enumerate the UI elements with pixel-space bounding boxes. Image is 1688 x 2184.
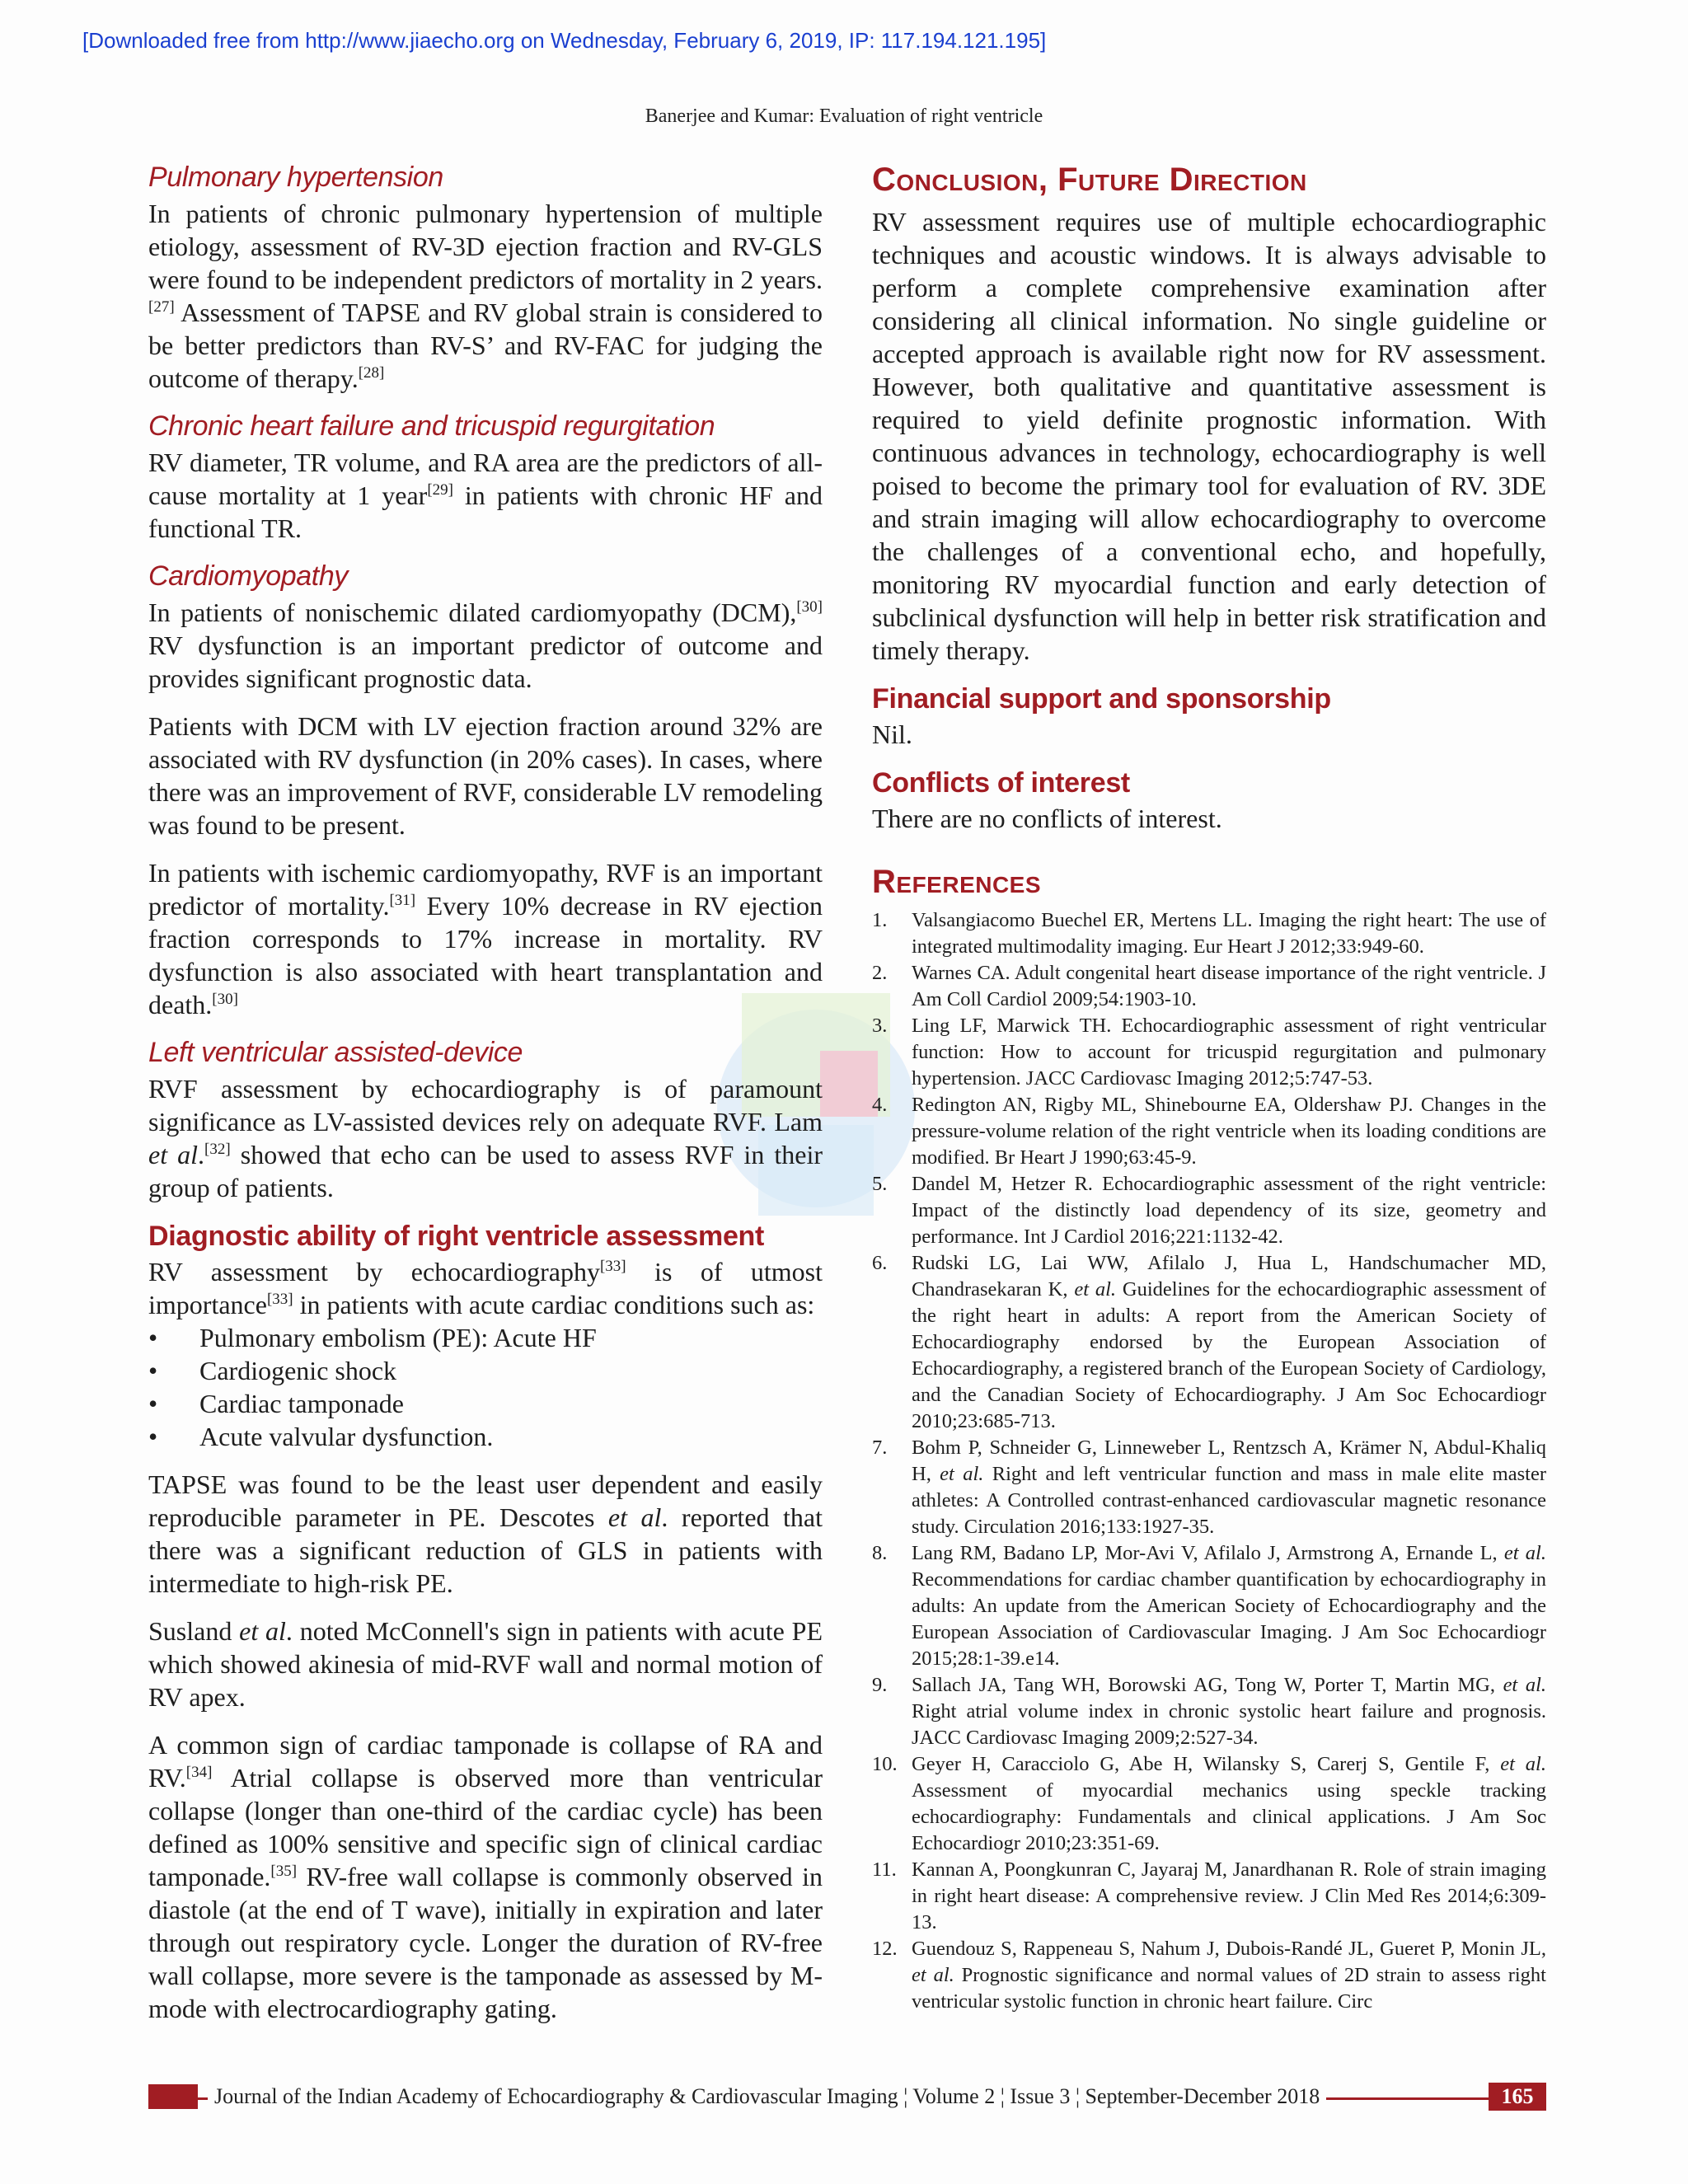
paragraph-cardiomyopathy-3: In patients with ischemic cardiomyopathy, RVF is an important predictor of mortality.[31] Every 10% decrease in RV ejection fraction corresponds to 17% increase in mortality. RV dysfunction is also associated with heart transplantation and death.[30] xyxy=(148,858,823,1019)
bullet-dot: • xyxy=(148,1323,158,1352)
reference-text-rest: Assessment of myocardial mechanics using speckle tracking echocardiography: Fundamentals and clinical applications. J Am Soc Echocardiogr 2010;23:351-69. xyxy=(912,1779,1546,1854)
running-head: Banerjee and Kumar: Evaluation of right ventricle xyxy=(645,105,1043,127)
footer-accent-block xyxy=(148,2084,198,2109)
reference-number: 12. xyxy=(872,1938,898,1960)
reference-etal: et al. xyxy=(912,1964,954,1986)
reference-item xyxy=(872,1092,1546,1171)
paragraph-tapse: TAPSE was found to be the least user dependent and easily reproducible parameter in PE. Descotes et al. reported that there was a significant reduction of GLS in patients with intermediate to high-risk PE. xyxy=(148,1469,823,1598)
reference-etal: et al. xyxy=(1503,1542,1546,1564)
reference-number: 5. xyxy=(872,1173,888,1195)
reference-item xyxy=(872,1936,1546,2015)
page-footer xyxy=(148,2083,1546,2111)
reference-list xyxy=(872,907,1546,2015)
paragraph-susland: Susland et al. noted McConnell's sign in patients with acute PE which showed akinesia of mid-RVF wall and normal motion of RV apex. xyxy=(148,1616,823,1712)
reference-etal: et al. xyxy=(1500,1753,1546,1775)
paragraph-conflicts: There are no conflicts of interest. xyxy=(872,804,1222,833)
paragraph-chronic-hf: RV diameter, TR volume, and RA area are the predictors of all-cause mortality at 1 year[29] in patients with chronic HF and functional TR. xyxy=(148,448,823,543)
reference-item xyxy=(872,907,1546,960)
paragraph-cardiomyopathy-1: In patients of nonischemic dilated cardiomyopathy (DCM),[30] RV dysfunction is an important predictor of outcome and provides significant prognostic data. xyxy=(148,598,823,693)
reference-item xyxy=(872,1013,1546,1092)
reference-number: 4. xyxy=(872,1094,888,1116)
bullet-text: Cardiac tamponade xyxy=(199,1389,404,1418)
reference-item xyxy=(872,1540,1546,1672)
reference-text: Redington AN, Rigby ML, Shinebourne EA, Oldershaw PJ. Changes in the pressure-volume relation of the right ventricle when its loading conditions are modified. Br Heart J 1990;63:45-9. xyxy=(912,1094,1546,1169)
reference-number: 6. xyxy=(872,1252,888,1274)
reference-etal: et al. xyxy=(940,1463,984,1485)
paragraph-lvad: RVF assessment by echocardiography is of paramount significance as LV-assisted devices rely on adequate RVF. Lam et al.[32] showed that echo can be used to assess RVF in their group of patients. xyxy=(148,1074,823,1202)
section-title-cardiomyopathy: Cardiomyopathy xyxy=(148,560,348,592)
reference-number: 7. xyxy=(872,1436,888,1459)
section-title-lvad: Left ventricular assisted-device xyxy=(148,1037,523,1068)
reference-text-rest: Guidelines for the echocardiographic assessment of the right heart in adults: A report from the American Society of Echocardiography endorsed by the European Association of Echocardiography, a registered branch of the European Society of Cardiology, and the Canadian Society of Echocardiography. J Am Soc Echocardiogr 2010;23:685-713. xyxy=(912,1278,1546,1432)
reference-etal: et al. xyxy=(1074,1278,1117,1301)
reference-text: Ling LF, Marwick TH. Echocardiographic assessment of right ventricular function: How to account for tricuspid regurgitation and pulmonary hypertension. JACC Cardiovasc Imaging 2012;5:747-53. xyxy=(912,1015,1546,1090)
reference-text-rest: Right atrial volume index in chronic systolic heart failure and prognosis. JACC Cardiovasc Imaging 2009;2:527-34. xyxy=(912,1700,1546,1749)
reference-text: Kannan A, Poongkunran C, Jayaraj M, Janardhanan R. Role of strain imaging in right heart disease: A comprehensive review. J Clin Med Res 2014;6:309-13. xyxy=(912,1858,1546,1933)
bullet-item xyxy=(148,1354,823,1387)
bullet-dot: • xyxy=(148,1422,158,1451)
reference-item xyxy=(872,1751,1546,1857)
paragraph-conclusion: RV assessment requires use of multiple echocardiographic techniques and acoustic windows. It is always advisable to perform a complete comprehensive examination after considering all clinical information. No single guideline or accepted approach is available right now for RV assessment. However, both qualitative and quantitative assessment is required to yield definite prognostic information. With continuous advances in technology, echocardiography is well poised to become the primary tool for evaluation of RV. 3DE and strain imaging will allow echocardiography to overcome the challenges of a conventional echo, and hopefully, monitoring RV myocardial function and early detection of subclinical dysfunction will help in better risk stratification and timely therapy. xyxy=(872,207,1546,665)
reference-item xyxy=(872,960,1546,1013)
bullet-dot: • xyxy=(148,1356,158,1385)
reference-text: Warnes CA. Adult congenital heart disease importance of the right ventricle. J Am Coll Cardiol 2009;54:1903-10. xyxy=(912,962,1546,1010)
bullet-list-acute-conditions xyxy=(148,1321,823,1453)
reference-etal: et al. xyxy=(1503,1674,1546,1696)
reference-text: Guendouz S, Rappeneau S, Nahum J, Dubois-Randé JL, Gueret P, Monin JL, xyxy=(912,1938,1546,1960)
reference-text-rest: Right and left ventricular function and mass in male elite master athletes: A Controlled contrast-enhanced cardiovascular magnetic resonance study. Circulation 2016;133:1927-35. xyxy=(912,1463,1546,1538)
section-title-conflicts: Conflicts of interest xyxy=(872,767,1130,799)
reference-text-rest: Recommendations for cardiac chamber quantification by echocardiography in adults: An update from the American Society of Echocardiography and the European Association of Cardiovascular Imaging. J Am Soc Echocardiogr 2015;28:1-39.e14. xyxy=(912,1568,1546,1670)
paragraph-financial-support: Nil. xyxy=(872,719,912,749)
reference-text: Rudski LG, Lai WW, Afilalo J, Hua L, Handschumacher MD, Chandrasekaran K, xyxy=(912,1252,1546,1301)
reference-text: Sallach JA, Tang WH, Borowski AG, Tong W, Porter T, Martin MG, xyxy=(912,1674,1503,1696)
bullet-item xyxy=(148,1321,823,1354)
reference-text: Lang RM, Badano LP, Mor-Avi V, Afilalo J, Armstrong A, Ernande L, xyxy=(912,1542,1504,1564)
reference-item xyxy=(872,1171,1546,1250)
download-notice[interactable]: [Downloaded free from http://www.jiaecho.org on Wednesday, February 6, 2019, IP: 117.194.121.195] xyxy=(82,28,1047,53)
reference-number: 10. xyxy=(872,1753,898,1775)
reference-text: Bohm P, Schneider G, Linneweber L, Rentzsch A, Krämer N, Abdul-Khaliq H, xyxy=(912,1436,1546,1485)
paragraph-tamponade: A common sign of cardiac tamponade is collapse of RA and RV.[34] Atrial collapse is observed more than ventricular collapse (longer than one-third of the cardiac cycle) has been defined as 100% sensitive and specific sign of clinical cardiac tamponade.[35] RV-free wall collapse is commonly observed in diastole (at the end of T wave), initially in expiration and later through out respiratory cycle. Longer the duration of RV-free wall collapse, more severe is the tamponade as assessed by M-mode with electrocardiography gating. xyxy=(148,1730,823,2023)
section-title-financial-support: Financial support and sponsorship xyxy=(872,683,1331,715)
paragraph-pulmonary-hypertension: In patients of chronic pulmonary hypertension of multiple etiology, assessment of RV-3D ejection fraction and RV-GLS were found to be independent predictors of mortality in 2 years.[27] Assessment of TAPSE and RV global strain is considered to be better predictors than RV-S’ and RV-FAC for judging the outcome of therapy.[28] xyxy=(148,199,823,393)
section-title-conclusion: Conclusion, Future Direction xyxy=(872,162,1307,198)
reference-number: 9. xyxy=(872,1674,888,1696)
right-column xyxy=(872,161,1546,2015)
reference-text: Geyer H, Caracciolo G, Abe H, Wilansky S, Carerj S, Gentile F, xyxy=(912,1753,1501,1775)
reference-item xyxy=(872,1435,1546,1540)
reference-item xyxy=(872,1250,1546,1435)
page-number: 165 xyxy=(1489,2083,1546,2111)
section-title-diagnostic-ability: Diagnostic ability of right ventricle assessment xyxy=(148,1221,765,1252)
reference-text-rest: Prognostic significance and normal values of 2D strain to assess right ventricular systolic function in chronic heart failure. Circ xyxy=(912,1964,1546,2013)
footer-journal-info: Journal of the Indian Academy of Echocardiography & Cardiovascular Imaging ¦ Volume 2 ¦ Issue 3 ¦ September-December 2018 xyxy=(208,2083,1326,2111)
reference-item xyxy=(872,1857,1546,1936)
paragraph-diagnostic-ability: RV assessment by echocardiography[33] is of utmost importance[33] in patients with acute cardiac conditions such as: xyxy=(148,1257,823,1319)
reference-number: 2. xyxy=(872,962,888,984)
reference-item xyxy=(872,1672,1546,1751)
reference-number: 1. xyxy=(872,909,888,931)
section-title-pulmonary-hypertension: Pulmonary hypertension xyxy=(148,162,443,193)
left-column xyxy=(148,161,823,2040)
reference-text: Dandel M, Hetzer R. Echocardiographic assessment of the right ventricle: Impact of the distinctly load dependency of its size, geometry and performance. Int J Cardiol 2016;221:1132-42. xyxy=(912,1173,1546,1248)
bullet-item xyxy=(148,1387,823,1420)
bullet-item xyxy=(148,1420,823,1453)
reference-number: 11. xyxy=(872,1858,897,1881)
paragraph-cardiomyopathy-2: Patients with DCM with LV ejection fraction around 32% are associated with RV dysfunction (in 20% cases). In cases, where there was an improvement of RVF, considerable LV remodeling was found to be present. xyxy=(148,711,823,840)
bullet-text: Acute valvular dysfunction. xyxy=(199,1422,494,1451)
reference-number: 3. xyxy=(872,1015,888,1037)
reference-text: Valsangiacomo Buechel ER, Mertens LL. Imaging the right heart: The use of integrated multimodality imaging. Eur Heart J 2012;33:949-60. xyxy=(912,909,1546,958)
section-title-references: References xyxy=(872,864,1042,900)
bullet-text: Cardiogenic shock xyxy=(199,1356,397,1385)
reference-number: 8. xyxy=(872,1542,888,1564)
section-title-chronic-hf: Chronic heart failure and tricuspid regurgitation xyxy=(148,410,715,442)
bullet-text: Pulmonary embolism (PE): Acute HF xyxy=(199,1323,597,1352)
bullet-dot: • xyxy=(148,1389,158,1418)
